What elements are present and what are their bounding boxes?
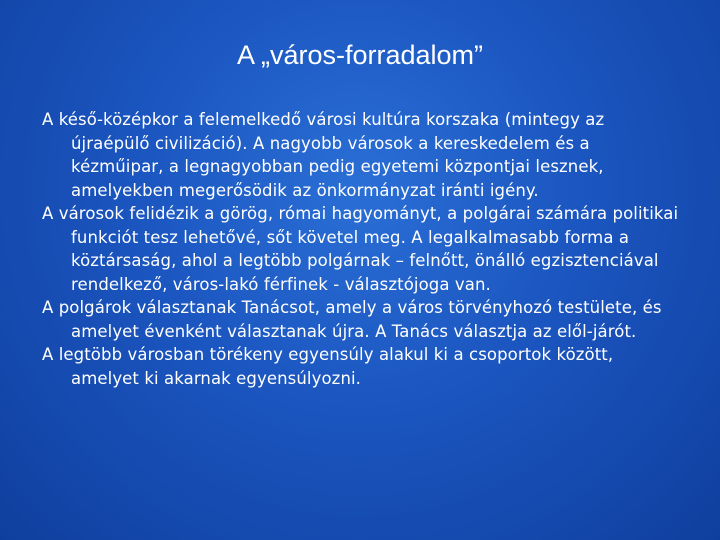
- slide-title: A „város-forradalom”: [236, 40, 484, 70]
- paragraph-2: A városok felidézik a görög, római hagyományt, a polgárai számára politikai funkciót tesz lehetővé, sőt követel meg. A legalkalmasabb forma a köztársaság, ahol a legtöbb polgárnak – felnőtt, önálló egzisztenciával rendelkező, város-lakó férfinek - választójoga van.: [42, 204, 679, 294]
- paragraph-4: A legtöbb városban törékeny egyensúly alakul ki a csoportok között, amelyet ki akarnak egyensúlyozni.: [42, 345, 614, 388]
- slide-body: [42, 108, 682, 390]
- paragraph-1: A késő-középkor a felemelkedő városi kultúra korszaka (mintegy az újraépülő civilizáció). A nagyobb városok a kereskedelem és a kézműipar, a legnagyobban pedig egyetemi központjai lesznek, amelyekben megerősödik az önkormányzat iránti igény.: [42, 110, 605, 200]
- paragraph-3: A polgárok választanak Tanácsot, amely a város törvényhozó testülete, és amelyet évenként választanak újra. A Tanács választja az elől-járót.: [42, 298, 662, 341]
